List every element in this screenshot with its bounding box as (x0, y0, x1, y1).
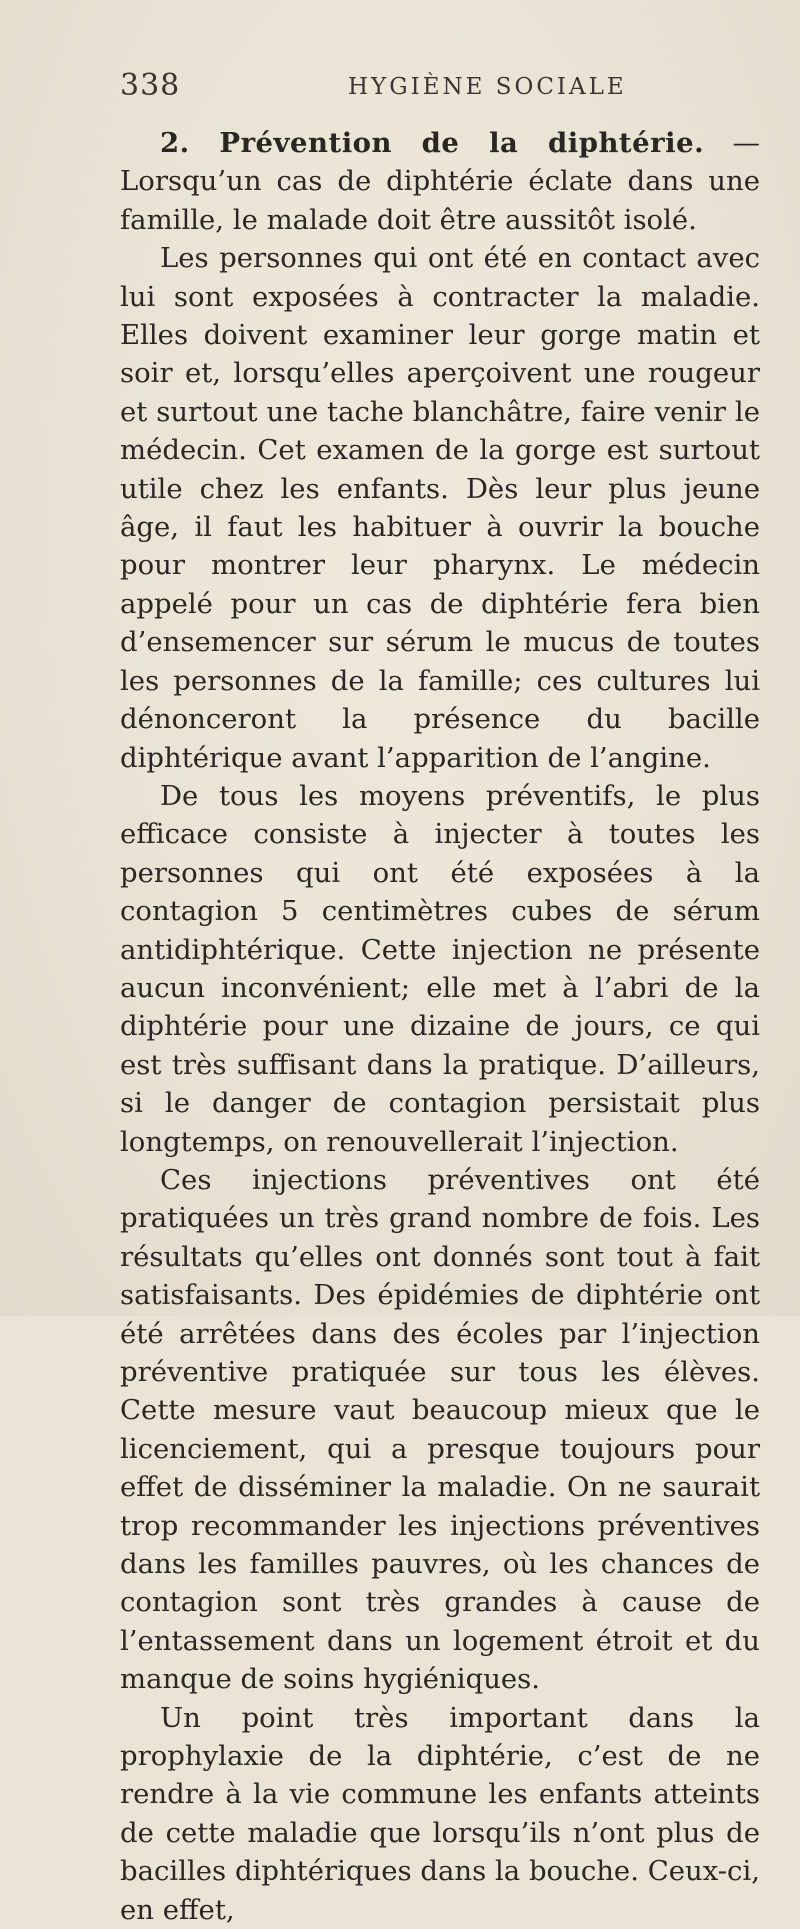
running-title: HYGIÈNE SOCIALE (348, 74, 627, 100)
paragraph-contacts: Les personnes qui ont été en contact avec lui sont exposées à contracter la maladie. Elles doivent examiner leur gorge matin et soir et, lorsqu’elles aperçoivent une rougeur et surtout une tache blanchâtre, faire venir le médecin. Cet examen de la gorge est surtout utile chez les enfants. Dès leur plus jeune âge, il faut les habituer à ouvrir la bouche pour montrer leur pharynx. Le médecin appelé pour un cas de diphtérie fera bien d’ensemencer sur sérum le mucus de toutes les personnes de la famille; ces cultures lui dénonceront la présence du bacille diphtérique avant l’apparition de l’angine. (120, 242, 760, 774)
paragraph-prevention (120, 124, 760, 239)
paragraph-text: — Lorsqu’un cas de diphtérie éclate dans une famille, le malade doit être aussitôt isolé. (120, 127, 760, 236)
paragraph-results: Ces injections préventives ont été pratiquées un très grand nombre de fois. Les résultats qu’elles ont donnés sont tout à fait satisfaisants. Des épidémies de diphtérie ont été arrêtées dans des écoles par l’injection préventive pratiquée sur tous les élèves. Cette mesure vaut beaucoup mieux que le licenciement, qui a presque toujours pour effet de disséminer la maladie. On ne saurait trop recommander les injections préventives dans les familles pauvres, où les chances de contagion sont très grandes à cause de l’entassement dans un logement étroit et du manque de soins hygiéniques. (120, 1163, 760, 1696)
section-heading: 2. Prévention de la diphtérie. (160, 127, 705, 159)
body-text (120, 124, 760, 1929)
paragraph-prophylaxis: Un point très important dans la prophylaxie de la diphtérie, c’est de ne rendre à la vie commune les enfants atteints de cette maladie que lorsqu’ils n’ont plus de bacilles diphtériques dans la bouche. Ceux-ci, en effet, (120, 1701, 760, 1926)
paragraph-injection: De tous les moyens préventifs, le plus efficace consiste à injecter à toutes les personnes qui ont été exposées à la contagion 5 centimètres cubes de sérum antidiphtérique. Cette injection ne présente aucun inconvénient; elle met à l’abri de la diphtérie pour une dizaine de jours, ce qui est très suffisant dans la pratique. D’ailleurs, si le danger de contagion persistait plus longtemps, on renouvellerait l’injection. (120, 779, 760, 1158)
page-header (120, 68, 760, 108)
page-number: 338 (120, 68, 181, 103)
